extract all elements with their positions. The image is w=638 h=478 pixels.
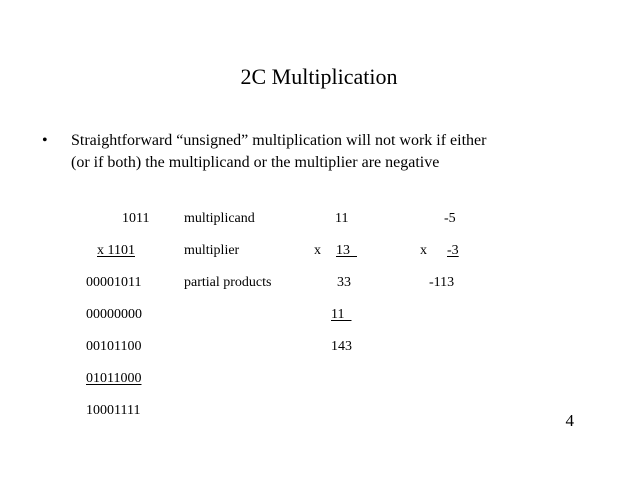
bullet-line-1: Straightforward “unsigned” multiplication will not work if either [71,132,487,149]
label-multiplicand: multiplicand [184,211,255,226]
bullet-icon: • [42,132,48,149]
negative-multiplier: -3 [447,243,459,258]
negative-multiplicand: -5 [444,211,456,226]
label-partial-products: partial products [184,275,272,290]
bullet-text [71,130,611,174]
label-multiplier: multiplier [184,243,240,258]
decimal-product: 143 [331,339,352,354]
decimal-partial-2: 11 [331,307,345,322]
decimal-partial-1: 33 [337,275,351,290]
negative-multiply-sign: x [420,243,427,258]
page-number: 4 [565,411,574,430]
decimal-multiply-sign: x [314,243,321,258]
binary-partial-product-3: 00101100 [86,339,142,354]
binary-multiplicand: 1011 [122,211,150,226]
binary-multiplier: x 1101 [97,243,135,258]
slide-title: 2C Multiplication [240,64,398,89]
binary-product: 10001111 [86,403,141,418]
binary-partial-product-2: 00000000 [86,307,142,322]
bullet-line-2: (or if both) the multiplicand or the multiplier are negative [71,154,440,171]
decimal-multiplicand: 11 [335,211,349,226]
negative-product: -113 [429,275,455,290]
decimal-multiplier: 13 [336,243,350,258]
binary-partial-product-1: 00001011 [86,275,142,290]
binary-partial-product-4: 01011000 [86,371,142,386]
